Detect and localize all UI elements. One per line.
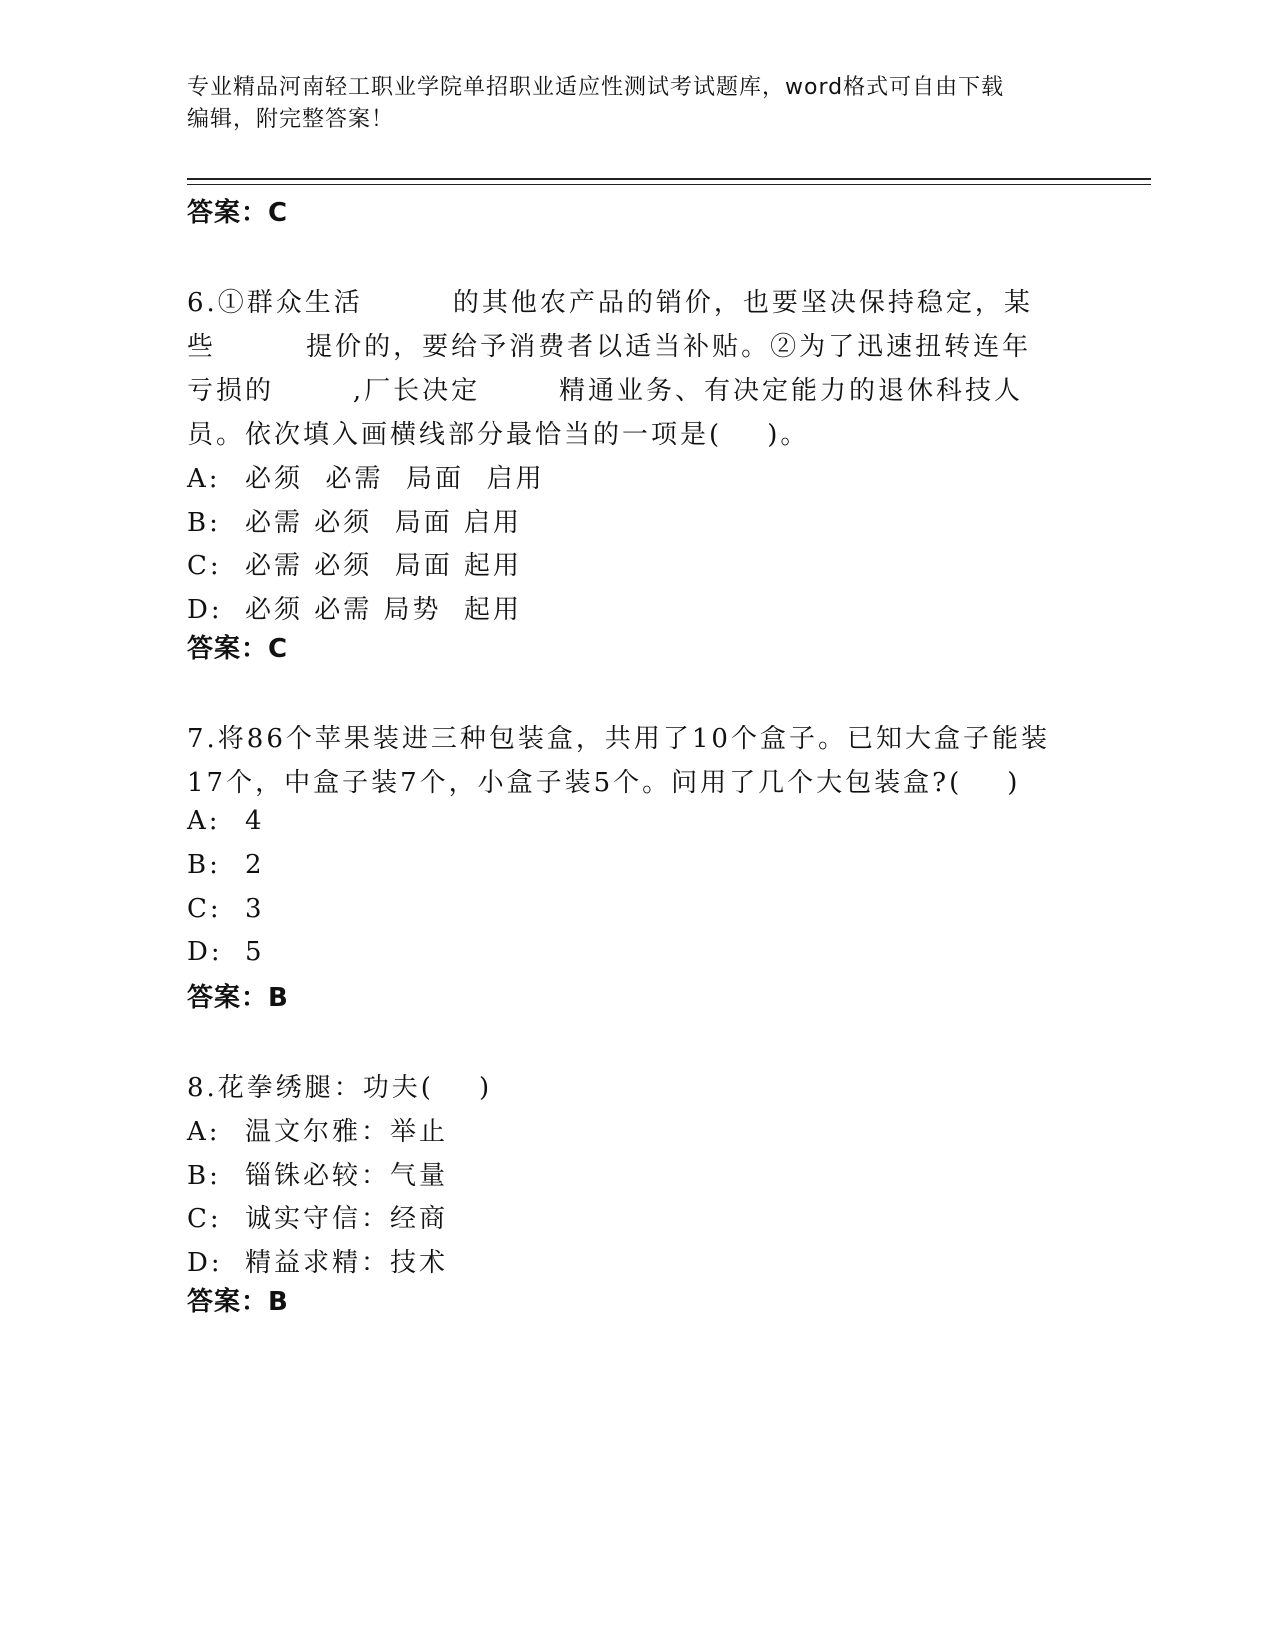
option-text: 必须 必需 局势 起用 bbox=[245, 595, 523, 625]
q7-answer: 答案：B bbox=[187, 983, 289, 1013]
header-divider-thin bbox=[187, 184, 1151, 185]
q7-option-d bbox=[187, 937, 265, 967]
option-label: C: bbox=[187, 894, 222, 924]
option-text: 4 bbox=[245, 806, 265, 836]
option-label: A: bbox=[187, 1117, 221, 1147]
q8-option-a bbox=[187, 1111, 448, 1148]
option-text: 必需 必须 局面 启用 bbox=[245, 508, 523, 538]
q7-option-c bbox=[187, 894, 265, 924]
option-label: B: bbox=[187, 1161, 221, 1191]
option-text: 3 bbox=[245, 894, 265, 924]
q7-option-a bbox=[187, 806, 265, 836]
q8-option-c bbox=[187, 1198, 448, 1235]
q8-option-b bbox=[187, 1155, 448, 1192]
option-text: 锱铢必较：气量 bbox=[245, 1161, 449, 1191]
q6-answer: 答案：C bbox=[187, 634, 289, 664]
header-line-1: 专业精品河南轻工职业学院单招职业适应性测试考试题库，word格式可自由下载 bbox=[187, 75, 1005, 100]
q7-text-line-1: 7.将86个苹果装进三种包装盒，共用了10个盒子。已知大盒子能装 bbox=[187, 724, 1050, 754]
q6-text-line-4: 员。依次填入画横线部分最恰当的一项是( )。 bbox=[187, 420, 810, 450]
option-label: A: bbox=[187, 806, 221, 836]
q6-option-c bbox=[187, 545, 522, 582]
option-text: 2 bbox=[245, 850, 265, 880]
option-text: 温文尔雅：举止 bbox=[245, 1117, 449, 1147]
option-label: D: bbox=[187, 937, 223, 967]
option-label: D: bbox=[187, 1248, 223, 1278]
previous-answer: 答案：C bbox=[187, 198, 289, 228]
option-text: 精益求精：技术 bbox=[245, 1248, 449, 1278]
q8-text-line-1: 8.花拳绣腿：功夫( ) bbox=[187, 1073, 493, 1103]
option-text: 诚实守信：经商 bbox=[245, 1204, 449, 1234]
option-label: B: bbox=[187, 850, 221, 880]
q6-text-line-3: 亏损的 ,厂长决定 精通业务、有决定能力的退休科技人 bbox=[187, 376, 1023, 406]
option-text: 5 bbox=[245, 937, 265, 967]
option-label: D: bbox=[187, 595, 223, 625]
q6-text-line-1: 6.①群众生活 的其他农产品的销价，也要坚决保持稳定，某 bbox=[187, 288, 1033, 318]
q8-answer: 答案：B bbox=[187, 1287, 289, 1317]
header-line-2: 编辑，附完整答案！ bbox=[187, 107, 395, 132]
option-label: A: bbox=[187, 464, 221, 494]
q8-option-d bbox=[187, 1242, 448, 1279]
option-label: B: bbox=[187, 508, 221, 538]
option-text: 必需 必须 局面 起用 bbox=[245, 551, 523, 581]
page-header bbox=[187, 72, 1087, 136]
q6-option-b bbox=[187, 502, 522, 539]
q6-text-line-2: 些 提价的，要给予消费者以适当补贴。②为了迅速扭转连年 bbox=[187, 332, 1032, 362]
header-divider-thick bbox=[187, 178, 1151, 180]
option-label: C: bbox=[187, 1204, 222, 1234]
q7-option-b bbox=[187, 850, 265, 880]
q6-option-d bbox=[187, 589, 522, 626]
option-label: C: bbox=[187, 551, 222, 581]
option-text: 必须 必需 局面 启用 bbox=[245, 464, 545, 494]
q6-option-a bbox=[187, 458, 545, 495]
q7-text-line-2: 17个，中盒子装7个，小盒子装5个。问用了几个大包装盒?( ) bbox=[187, 768, 1021, 798]
